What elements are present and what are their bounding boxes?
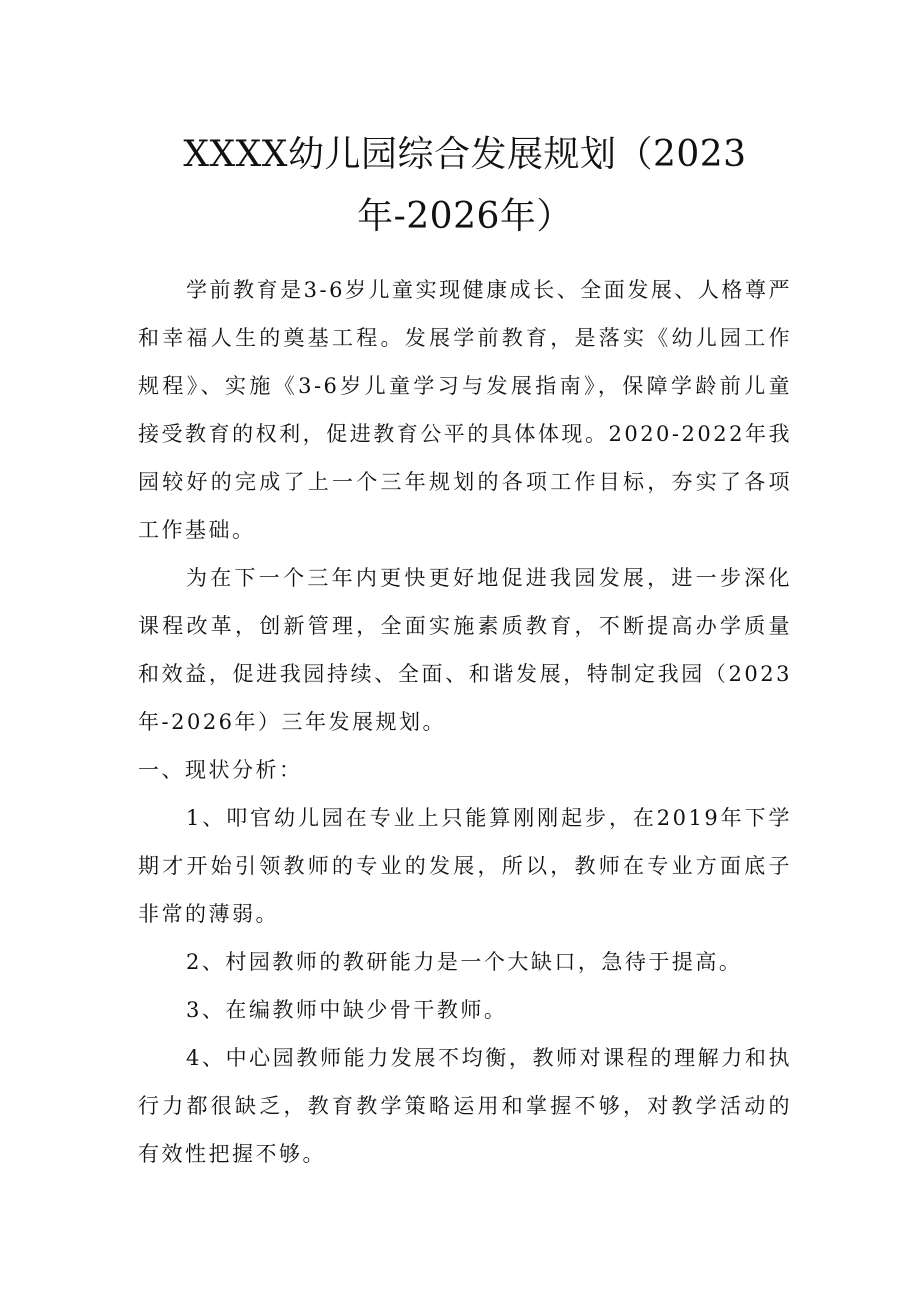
list-item: 3、在编教师中缺少骨干教师。 xyxy=(186,998,508,1022)
intro-paragraph: 学前教育是3-6岁儿童实现健康成长、全面发展、人格尊严和幸福人生的奠基工程。发展学前教育，是落实《幼儿园工作规程》、实施《3-6岁儿童学习与发展指南》，保障学龄前儿童接受教育的权利，促进教育公平的具体体现。2020-2022年我园较好的完成了上一个三年规划的各项工作目标，夯实了各项工作基础。 xyxy=(138,278,792,542)
list-item: 4、中心园教师能力发展不均衡，教师对课程的理解力和执行力都很缺乏，教育教学策略运用和掌握不够，对教学活动的有效性把握不够。 xyxy=(138,1046,792,1166)
section-heading: 一、现状分析： xyxy=(138,758,303,782)
purpose-paragraph: 为在下一个三年内更快更好地促进我园发展，进一步深化课程改革，创新管理，全面实施素质教育，不断提高办学质量和效益，促进我园持续、全面、和谐发展，特制定我园（2023年-2026年）三年发展规划。 xyxy=(138,566,792,734)
list-item: 2、村园教师的教研能力是一个大缺口，急待于提高。 xyxy=(186,950,743,974)
document-title: XXXX幼儿园综合发展规划（2023年-2026年） xyxy=(183,134,747,237)
list-item: 1、叩官幼儿园在专业上只能算刚刚起步，在2019年下学期才开始引领教师的专业的发展，所以，教师在专业方面底子非常的薄弱。 xyxy=(138,806,792,926)
document-body xyxy=(138,266,792,1178)
